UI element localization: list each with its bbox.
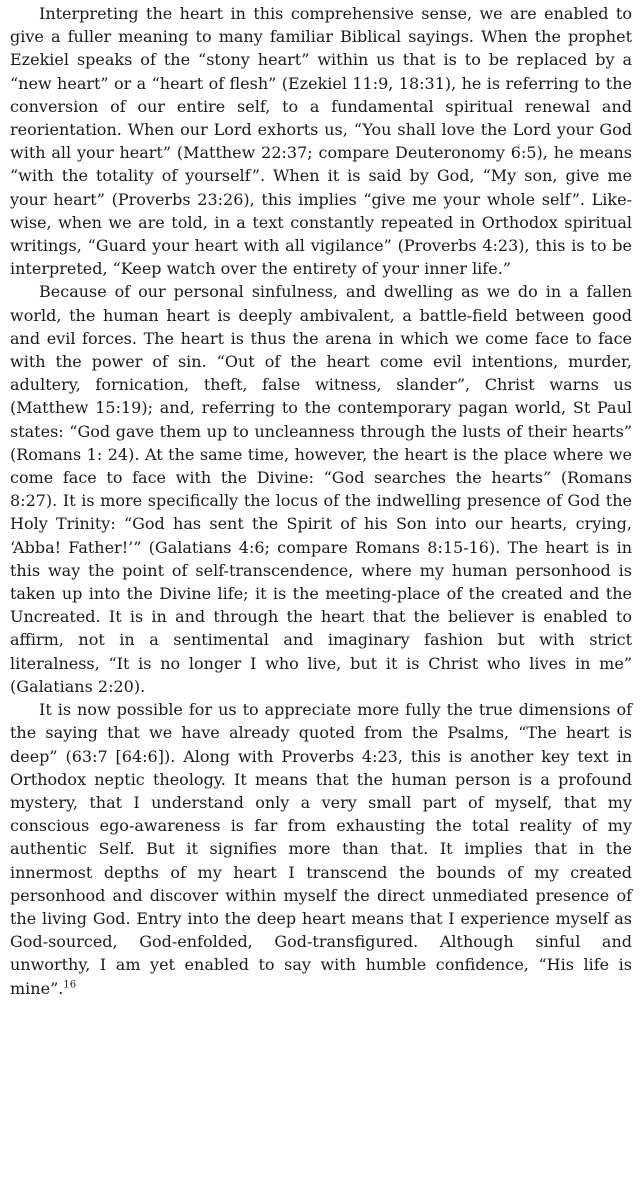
paragraph-heart-ambivalent	[10, 280, 632, 698]
paragraph-text: Because of our personal sinfulness, and dwelling as we do in a fallen world, the human heart is deeply ambivalent, a battle-field between good and evil forces. The heart is thus the arena in which we come face to face with the power of sin. “Out of the heart come evil intentions, murder, adultery, fornication, theft, false witness, slander”, Christ warns us (Matthew 15:19); and, referring to the contemporary pagan world, St Paul states: “God gave them up to uncleanness through the lusts of their hearts” (Romans 1: 24). At the same time, however, the heart is the place where we come face to face with the Divine: “God searches the hearts” (Romans 8:27). It is more specifically the locus of the indwelling presence of God the Holy Trinity: “God has sent the Spirit of his Son into our hearts, crying, ‘Abba! Father!’” (Galatians 4:6; compare Romans 8:15-16). The heart is in this way the point of self-transcendence, where my human personhood is taken up into the Divine life; it is the meeting-place of the created and the Uncreated. It is in and through the heart that the believer is enabled to affirm, not in a sentimental and imaginary fashion but with strict literalness, “It is no longer I who live, but it is Christ who lives in me” (Galatians 2:20).	[10, 282, 632, 696]
paragraph-text: It is now possible for us to appreciate more fully the true dimensions of the saying that we have already quoted from the Psalms, “The heart is deep” (63:7 [64:6]). Along with Proverbs 4:23, this is another key text in Orthodox neptic theology. It means that the human person is a profound mystery, that I understand only a very small part of myself, that my conscious ego-awareness is far from exhausting the total reality of my authentic Self. But it signifies more than that. It implies that in the innermost depths of my heart I transcend the bounds of my created personhood and discover within myself the direct unmediated presence of the living God. Entry into the deep heart means that I experience myself as God-sourced, God-enfolded, God-transfigured. Although sinful and unworthy, I am yet enabled to say with humble confidence, “His life is mine”.	[10, 700, 632, 998]
footnote-marker[interactable]: 16	[63, 979, 77, 991]
paragraph-heart-is-deep	[10, 698, 632, 1000]
paragraph-text: Interpreting the heart in this comprehensive sense, we are enabled to give a fuller meaning to many familiar Biblical sayings. When the prophet Ezekiel speaks of the “stony heart” within us that is to be replaced by a “new heart” or a “heart of flesh” (Ezekiel 11:9, 18:31), he is referring to the conversion of our entire self, to a fundamental spiritual renewal and reorientation. When our Lord exhorts us, “You shall love the Lord your God with all your heart” (Matthew 22:37; compare Deuteronomy 6:5), he means “with the totality of yourself”. When it is said by God, “My son, give me your heart” (Proverbs 23:26), this implies “give me your whole self”. Likewise, when we are told, in a text constantly repeated in Orthodox spiritual writings, “Guard your heart with all vigilance” (Proverbs 4:23), this is to be interpreted, “Keep watch over the entirety of your inner life.”	[10, 4, 632, 279]
paragraph-heart-comprehensive-sense	[10, 2, 632, 280]
